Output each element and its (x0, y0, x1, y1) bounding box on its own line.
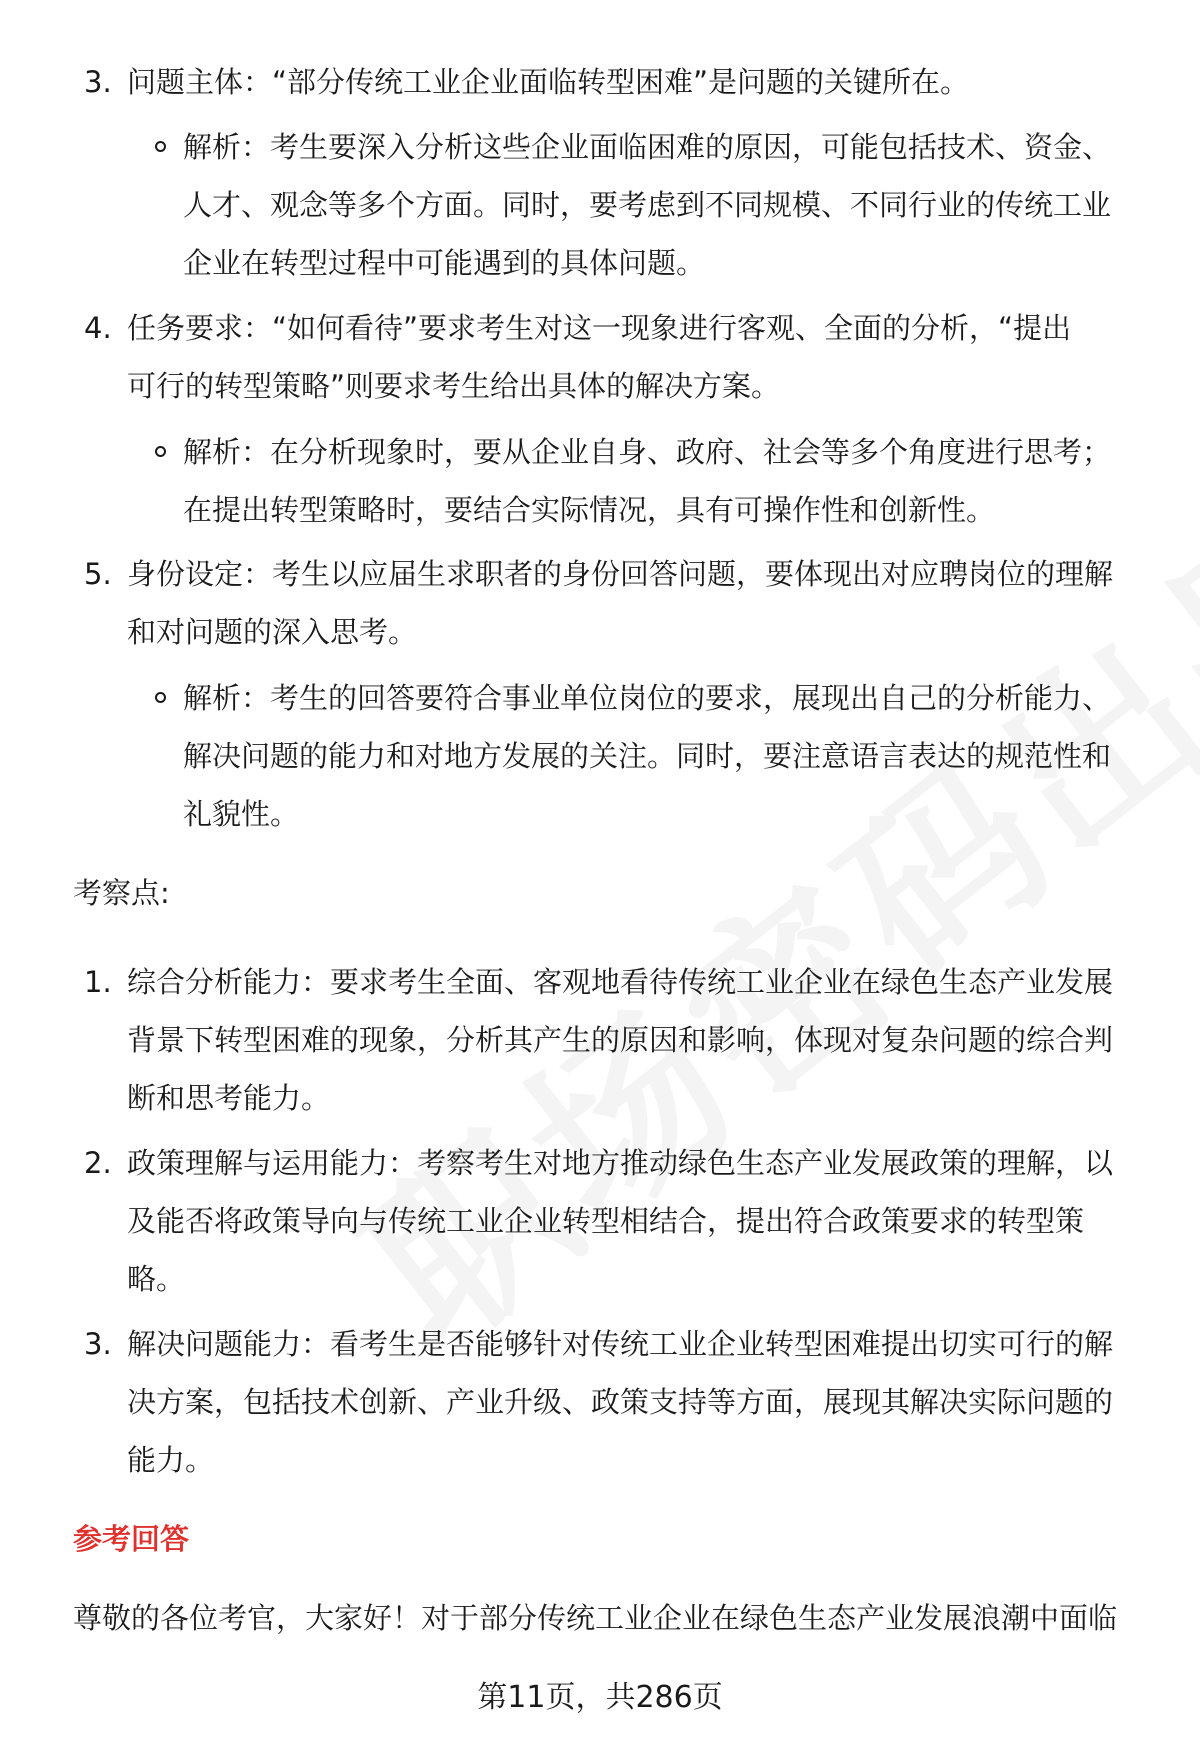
item-text: 背景下转型困难的现象，分析其产生的原因和影响，体现对复杂问题的综合判 (127, 1023, 1114, 1057)
item-text: 及能否将政策导向与传统工业企业转型相结合，提出符合政策要求的转型策 (127, 1204, 1085, 1238)
item-text: 略。 (127, 1262, 186, 1296)
analysis-text: 礼貌性。 (183, 797, 300, 831)
section-heading: 考察点: (73, 876, 170, 910)
hollow-bullet-icon (155, 446, 166, 457)
item-text: 身份设定：考生以应届生求职者的身份回答问题，要体现出对应聘岗位的理解 (127, 557, 1114, 591)
reference-answer-heading: 参考回答 (73, 1522, 190, 1556)
analysis-text: 解析：考生要深入分析这些企业面临困难的原因，可能包括技术、资金、 (183, 130, 1112, 164)
item-text: 能力。 (127, 1443, 215, 1477)
item-number: 3. (84, 1327, 112, 1361)
item-number: 1. (84, 965, 112, 999)
item-text: 综合分析能力：要求考生全面、客观地看待传统工业企业在绿色生态产业发展 (127, 965, 1114, 999)
hollow-bullet-icon (155, 692, 166, 703)
analysis-text: 解析：考生的回答要符合事业单位岗位的要求，展现出自己的分析能力、 (183, 681, 1112, 715)
hollow-bullet-icon (155, 141, 166, 152)
item-text: 解决问题能力：看考生是否能够针对传统工业企业转型困难提出切实可行的解 (127, 1327, 1114, 1361)
item-number: 3. (84, 65, 112, 99)
analysis-text: 企业在转型过程中可能遇到的具体问题。 (183, 246, 706, 280)
item-text: 任务要求：“如何看待”要求考生对这一现象进行客观、全面的分析，“提出 (127, 311, 1072, 345)
answer-text: 尊敬的各位考官，大家好！对于部分传统工业企业在绿色生态产业发展浪潮中面临 (73, 1601, 1118, 1635)
item-text: 政策理解与运用能力：考察考生对地方推动绿色生态产业发展政策的理解，以 (127, 1146, 1114, 1180)
page-number: 第11页，共286页 (477, 1680, 723, 1715)
item-text: 断和思考能力。 (127, 1081, 331, 1115)
item-text: 决方案，包括技术创新、产业升级、政策支持等方面，展现其解决实际问题的 (127, 1385, 1114, 1419)
item-text: 可行的转型策略”则要求考生给出具体的解决方案。 (127, 369, 781, 403)
item-number: 5. (84, 557, 112, 591)
item-text: 和对问题的深入思考。 (127, 615, 418, 649)
item-number: 2. (84, 1146, 112, 1180)
item-number: 4. (84, 311, 112, 345)
analysis-text: 在提出转型策略时，要结合实际情况，具有可操作性和创新性。 (183, 493, 996, 527)
item-text: 问题主体：“部分传统工业企业面临转型困难”是问题的关键所在。 (127, 65, 970, 99)
analysis-text: 人才、观念等多个方面。同时，要考虑到不同规模、不同行业的传统工业 (183, 188, 1112, 222)
analysis-text: 解析：在分析现象时，要从企业自身、政府、社会等多个角度进行思考； (183, 435, 1112, 469)
analysis-text: 解决问题的能力和对地方发展的关注。同时，要注意语言表达的规范性和 (183, 739, 1112, 773)
